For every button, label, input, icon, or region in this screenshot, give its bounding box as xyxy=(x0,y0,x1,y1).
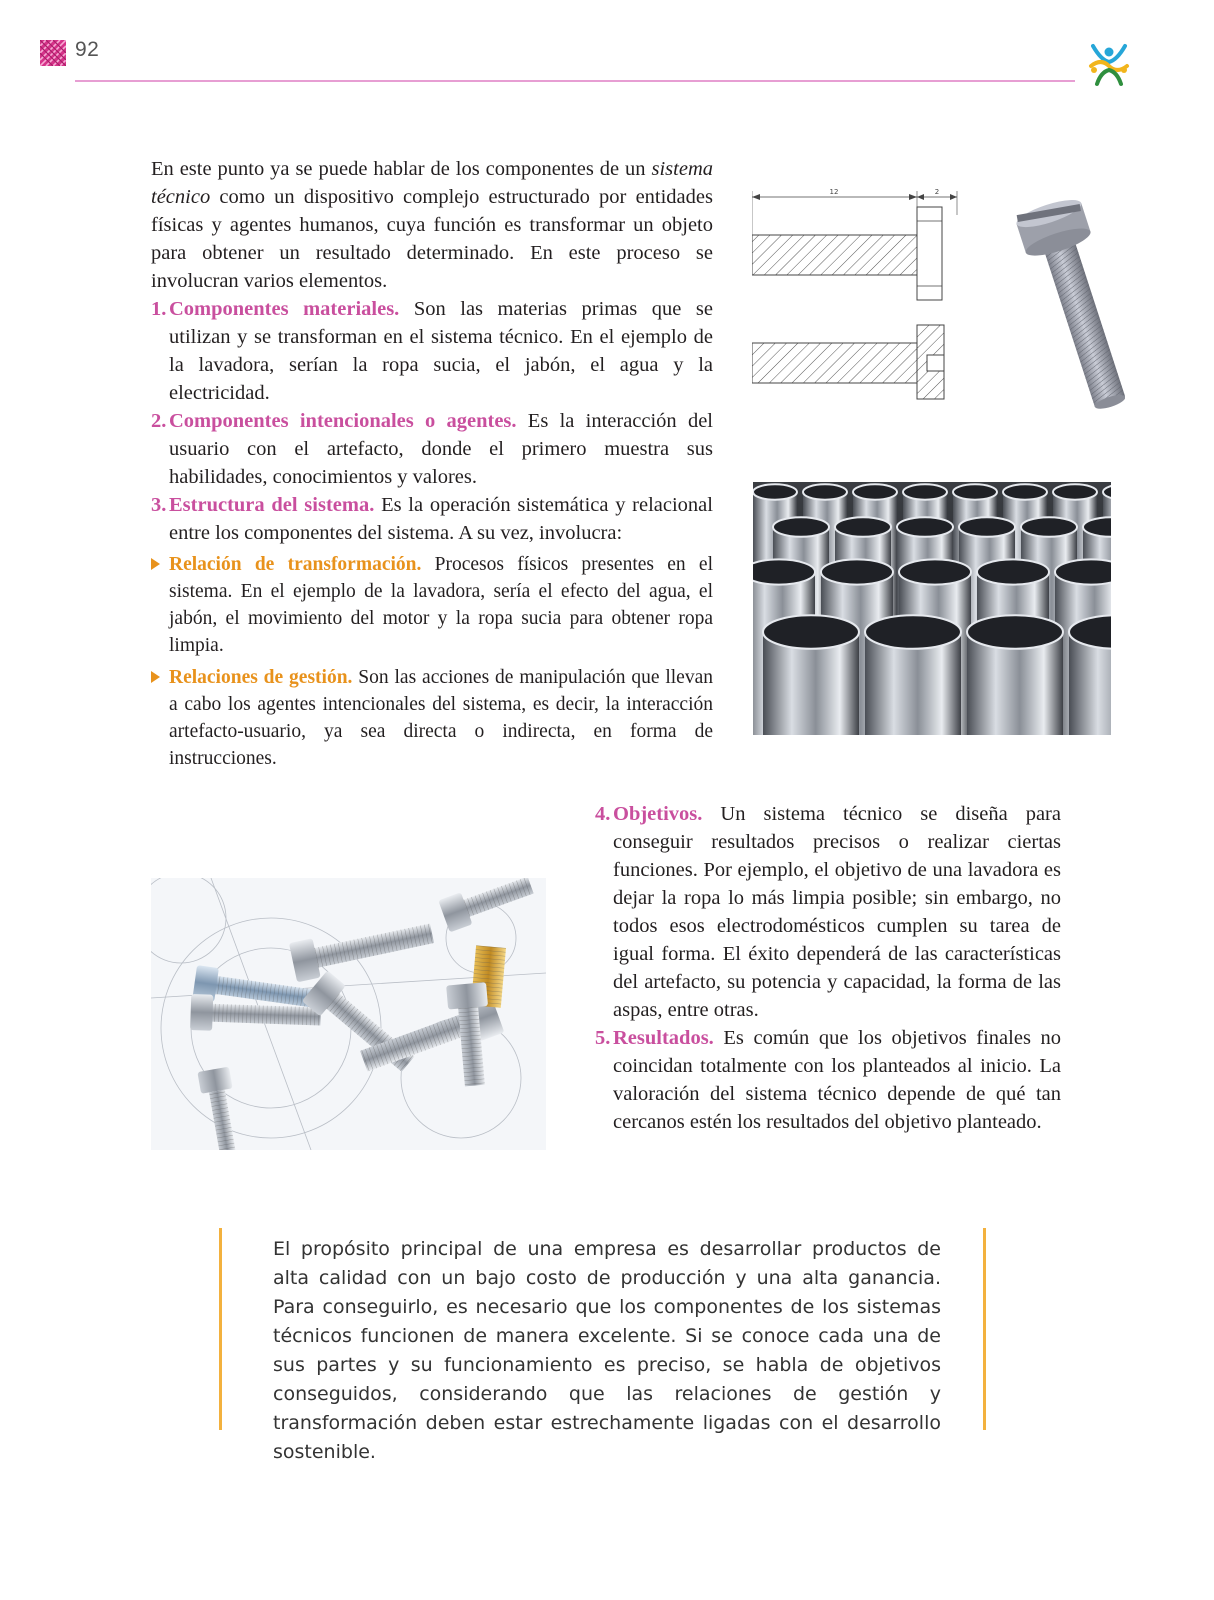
list-item: 4. Objetivos. Un sistema técnico se diseña para conseguir resultados precisos o realizar ciertas funciones. Por ejemplo, el objetivo de una lavadora es dejar la ropa lo más limpia posible; sin embargo, no todos esos electrodomésticos cumplen su tarea de igual forma. El éxito dependerá de las características del artefacto, su potencia y capacidad, la forma de las aspas, entre otras. xyxy=(595,803,1061,1021)
note-left-bar xyxy=(219,1228,222,1430)
header-rule xyxy=(75,80,1075,82)
screw-technical-drawing xyxy=(752,185,967,410)
note-right-bar xyxy=(983,1228,986,1430)
pink-pattern-badge-icon xyxy=(40,40,66,66)
list-item: 5. Resultados. Es común que los objetivos finales no coincidan totalmente con los planteados al inicio. La valoración del sistema técnico depende de qué tan cercanos estén los resultados del objetivo planteado. xyxy=(595,1027,1061,1133)
note-paragraph: El propósito principal de una empresa es desarrollar productos de alta calidad con un bajo costo de producción y una alta ganancia. Para conseguirlo, es necesario que los componentes de los sistemas técnicos funcionen de manera excelente. Si se conoce cada una de sus partes y su funcionamiento es preciso, se habla de objetivos conseguidos, considerando que las relaciones de gestión y transformación deben estar estrechamente ligadas con el desarrollo sostenible. xyxy=(273,1238,941,1463)
list-item: 3. Estructura del sistema. Es la operación sistemática y relacional entre los componentes del sistema. A su vez, involucra: xyxy=(151,494,713,544)
tricolor-figure-logo-icon xyxy=(1085,40,1133,88)
metal-pipes-photo xyxy=(753,482,1111,735)
page-number: 92 xyxy=(75,38,100,61)
list-item: 1. Componentes materiales. Son las materias primas que se utilizan y se transforman en el sistema técnico. En el ejemplo de la lavadora, serían la ropa sucia, el jabón, el agua y la electricidad. xyxy=(151,298,714,404)
dimension-label: 12 xyxy=(829,188,839,196)
triangle-bullet-icon xyxy=(151,671,160,683)
screw-3d-render xyxy=(1000,200,1125,410)
triangle-bullet-icon xyxy=(151,558,160,570)
list-item: 2. Componentes intencionales o agentes. Es la interacción del usuario con el artefacto, donde el primero muestra sus habilidades, conocimientos y valores. xyxy=(151,410,713,488)
italic-term: sistema técnico xyxy=(151,158,713,208)
bolts-on-blueprint-photo xyxy=(151,878,546,1150)
sub-list-item: Relación de transformación. Procesos físicos presentes en el sistema. En el ejemplo de la lavadora, sería el efecto del agua, el jabón, el movimiento del motor y la ropa sucia para obtener ropa limpia. xyxy=(151,551,713,659)
dimension-label: 2 xyxy=(934,188,940,196)
second-text-column xyxy=(595,800,1061,1136)
main-text-column xyxy=(151,155,713,772)
intro-paragraph: En este punto ya se puede hablar de los componentes de un sistema técnico como un dispositivo complejo estructurado por entidades físicas y agentes humanos, cuya función es transformar un objeto para obtener un resultado determinado. En este proceso se involucran varios elementos. xyxy=(151,158,713,292)
sub-list-item: Relaciones de gestión. Son las acciones de manipulación que llevan a cabo los agentes intencionales del sistema, es decir, la interacción artefacto-usuario, ya sea directa o indirecta, en forma de instrucciones. xyxy=(151,664,713,772)
